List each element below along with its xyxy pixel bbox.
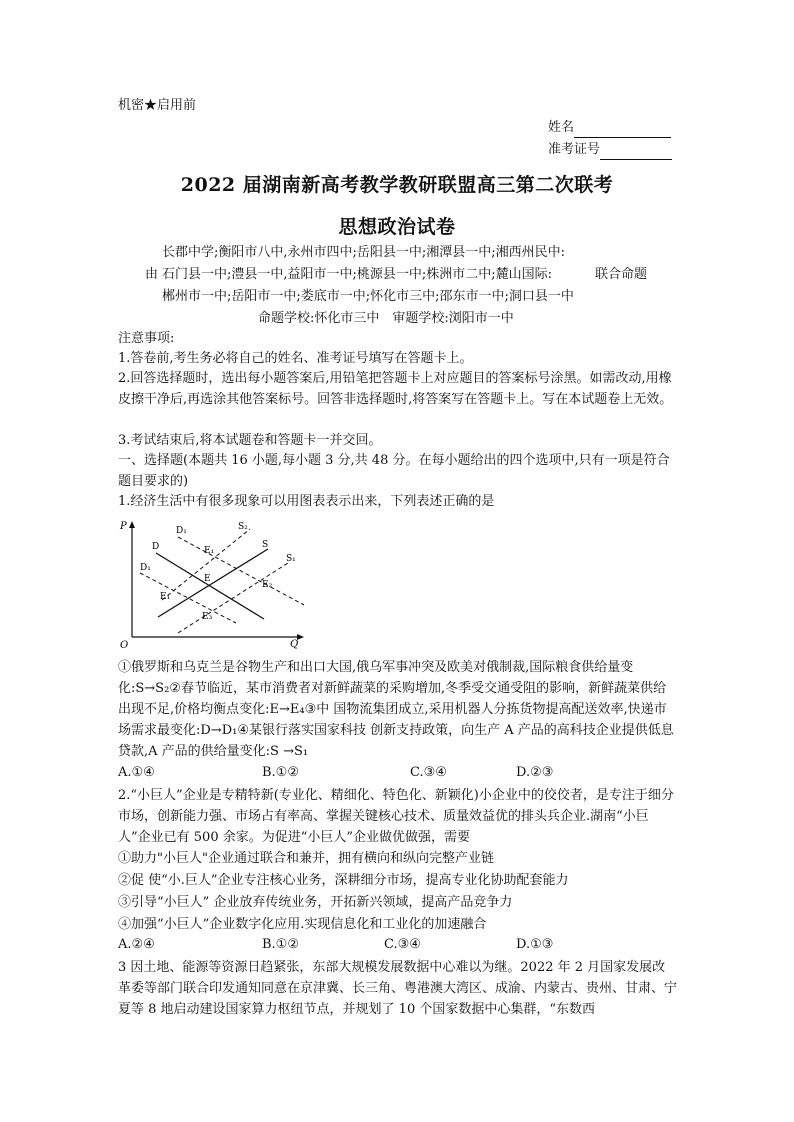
name-label: 姓名 (548, 120, 575, 135)
schools-line-2: 石门县一中;澧县一中,益阳市一中;桃源县一中;株洲市二中;麓山国际: (162, 267, 553, 282)
q1-stem: 1.经济生活中有很多现象可以用图表表示出来，下列表述正确的是 (118, 494, 495, 509)
notes-heading: 注意事项: (118, 331, 175, 346)
name-field (548, 118, 671, 138)
q1-body: ①俄罗斯和乌克兰是谷物生产和出口大国,俄乌军事冲突及欧美对俄制裁,国际粮食供给量变化:S→S₂②春节临近，某市消费者对新鲜蔬菜的采购增加,冬季受交通受阻的影响，新鲜蔬菜供给出现不足,价格均衡点变化:E→E₄③中 国物流集团成立,采用机器人分拣货物提高配送效率,快递市场需求最变化:D→D₁④某银行落实国家科技 创新支持政策，向生产 A 产品的高科技企业提供低息贷款,A 产品的供给量变化:S →S₁ (118, 660, 674, 759)
q2-item-4: ④加强“小巨人”企业数字化应用.实现信息化和工业化的加速融合 (118, 917, 487, 932)
q2-option-d[interactable]: D.①③ (516, 937, 554, 952)
q2-option-b[interactable]: B.①② (262, 937, 299, 952)
q2-option-c[interactable]: C.③④ (384, 937, 421, 952)
graph-label-e1-lower: E₁ (160, 592, 171, 602)
graph-label-e: E (204, 574, 211, 584)
q1-option-d[interactable]: D.②③ (516, 765, 554, 780)
graph-label-e2: E₂ (262, 580, 273, 590)
ticket-field (548, 140, 672, 160)
ticket-label: 准考证号 (548, 142, 601, 157)
graph-label-s2: S₂ (238, 522, 248, 532)
supply-demand-graph (118, 515, 318, 650)
q2-item-3: ③引导“小巨人” 企业放弃传统业务，开拓新兴领域，提高产品竞争力 (118, 895, 513, 910)
exam-subtitle: 思想政治试卷 (338, 216, 456, 238)
graph-label-e1-upper: E₁ (204, 546, 215, 556)
graph-origin-label: O (120, 640, 129, 650)
schools-prefix: 由 (145, 267, 159, 282)
graph-label-d: D (152, 542, 160, 552)
graph-label-s: S (262, 540, 269, 550)
graph-label-e3: E₃ (202, 612, 213, 622)
name-blank (574, 123, 671, 138)
graph-y-axis-label: P (120, 521, 127, 532)
q2-option-a[interactable]: A.②④ (118, 937, 155, 952)
q1-option-b[interactable]: B.①② (262, 765, 299, 780)
q2-item-1: ①助力"小巨人"企业通过联合和兼并，拥有横向和纵向完整产业链 (118, 851, 494, 866)
confidential-label: 机密★启用前 (118, 98, 197, 113)
q2-stem: 2.“小巨人”企业是专精特新(专业化、精细化、特色化、新颖化)小企业中的佼佼者，是专注于细分市场，创新能力强、市场占有率高、掌握关键核心技术、质量效益优的排头兵企业.湖南“小巨人”企业已有 500 余家。为促进“小巨人”企业做优做强，需要 (118, 788, 674, 845)
q1-option-a[interactable]: A.①④ (118, 765, 155, 780)
note-3: 3.考试结束后,将本试题卷和答题卡一并交回。 (118, 433, 382, 448)
schools-line-1: 长郡中学;衡阳市八中,永州市四中;岳阳县一中;湘潭县一中;湘西州民中: (162, 245, 566, 260)
graph-label-d1-lower: D₁ (140, 563, 151, 573)
schools-line-4: 命题学校:怀化市三中 审题学校:浏阳市一中 (258, 311, 514, 326)
exam-title: 2022 届湖南新高考教学教研联盟高三第二次联考 (180, 174, 614, 196)
graph-x-axis-label: Q (290, 639, 299, 650)
schools-line-3: 郴州市一中;岳阳市一中;娄底市一中;怀化市三中;邵东市一中;洞口县一中 (162, 289, 574, 304)
schools-suffix: 联合命题 (595, 267, 648, 282)
graph-label-s1: S₁ (286, 554, 296, 564)
q2-item-2: ②促 使“小.巨人”企业专注核心业务，深耕细分市场，提高专业化协助配套能力 (118, 873, 569, 888)
q1-option-c[interactable]: C.③④ (410, 765, 447, 780)
note-1: 1.答卷前,考生务必将自己的姓名、准考证号填写在答题卡上。 (118, 351, 473, 366)
note-2: 2.回答选择题时，选出每小题答案后,用铅笔把答题卡上对应题目的答案标号涂黑。如需改动,用橡皮擦干净后,再选涂其他答案标号。回答非选择题时,将答案写在答题卡上。写在本试题卷上无效。 (118, 371, 673, 407)
ticket-blank (600, 145, 672, 160)
graph-label-d1-upper: D₁ (176, 526, 187, 536)
section-1-heading: 一、选择题(本题共 16 小题,每小题 3 分,共 48 分。在每小题给出的四个选项中,只有一项是符合题目要求的) (118, 453, 670, 489)
q3-text: 3 因土地、能源等资源日趋紧张，东部大规模发展数据中心难以为继。2022 年 2 月国家发展改革委等部门联合印发通知同意在京津冀、长三角、粤港澳大湾区、成渝、内蒙古、贵州、甘肃、宁夏等 8 地启动建设国家算力枢纽节点，并规划了 10 个国家数据中心集群，“东数西 (118, 960, 678, 1017)
